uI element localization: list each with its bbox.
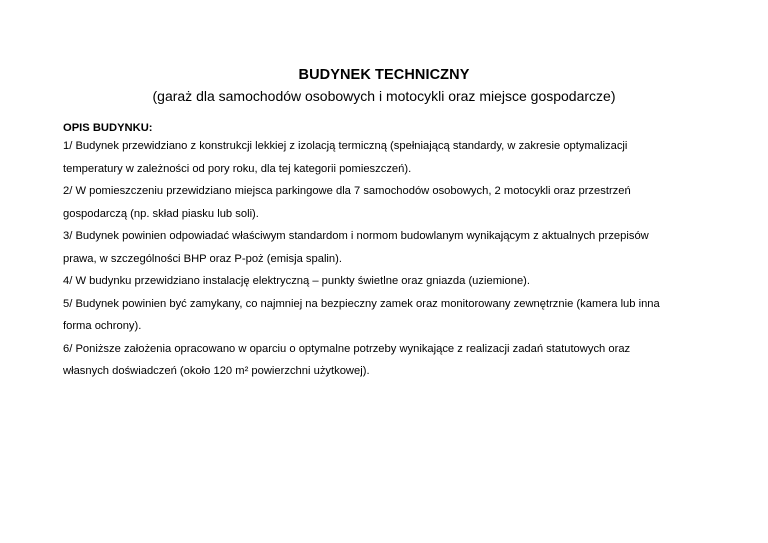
paragraph-line: 2/ W pomieszczeniu przewidziano miejsca parkingowe dla 7 samochodów osobowych, 2 motocykli oraz przestrzeń <box>63 185 631 197</box>
paragraph-4 <box>63 270 723 293</box>
paragraph-line: 4/ W budynku przewidziano instalację elektryczną – punkty świetlne oraz gniazda (uziemione). <box>63 275 531 287</box>
paragraph-line: temperatury w zależności od pory roku, dla tej kategorii pomieszczeń). <box>63 162 412 175</box>
paragraph-6 <box>63 338 723 383</box>
paragraph-3 <box>63 225 723 270</box>
document-body <box>63 121 723 383</box>
section-heading: OPIS BUDYNKU: <box>63 122 153 134</box>
paragraph-line: 1/ Budynek przewidziano z konstrukcji lekkiej z izolacją termiczną (spełniającą standardy, w zakresie optymalizacji <box>63 140 628 152</box>
paragraph-2 <box>63 180 723 225</box>
document-subtitle: (garaż dla samochodów osobowych i motocykli oraz miejsce gospodarcze) <box>152 88 616 104</box>
paragraph-line: prawa, w szczególności BHP oraz P-poż (emisja spalin). <box>63 252 342 265</box>
paragraph-line: gospodarczą (np. skład piasku lub soli). <box>63 207 259 220</box>
paragraph-1 <box>63 135 723 180</box>
paragraph-line: 5/ Budynek powinien być zamykany, co najmniej na bezpieczny zamek oraz monitorowany zewnętrznie (kamera lub inna <box>63 297 660 310</box>
paragraph-line: 3/ Budynek powinien odpowiadać właściwym standardom i normom budowlanym wynikającym z aktualnych przepisów <box>63 230 649 242</box>
paragraph-line: 6/ Poniższe założenia opracowano w oparciu o optymalne potrzeby wynikające z realizacji zadań statutowych oraz <box>63 342 631 355</box>
paragraph-line: własnych doświadczeń (około 120 m² powierzchni użytkowej). <box>63 365 370 377</box>
paragraph-5 <box>63 293 723 338</box>
paragraph-line: forma ochrony). <box>63 320 142 332</box>
document-title: BUDYNEK TECHNICZNY <box>298 67 470 83</box>
